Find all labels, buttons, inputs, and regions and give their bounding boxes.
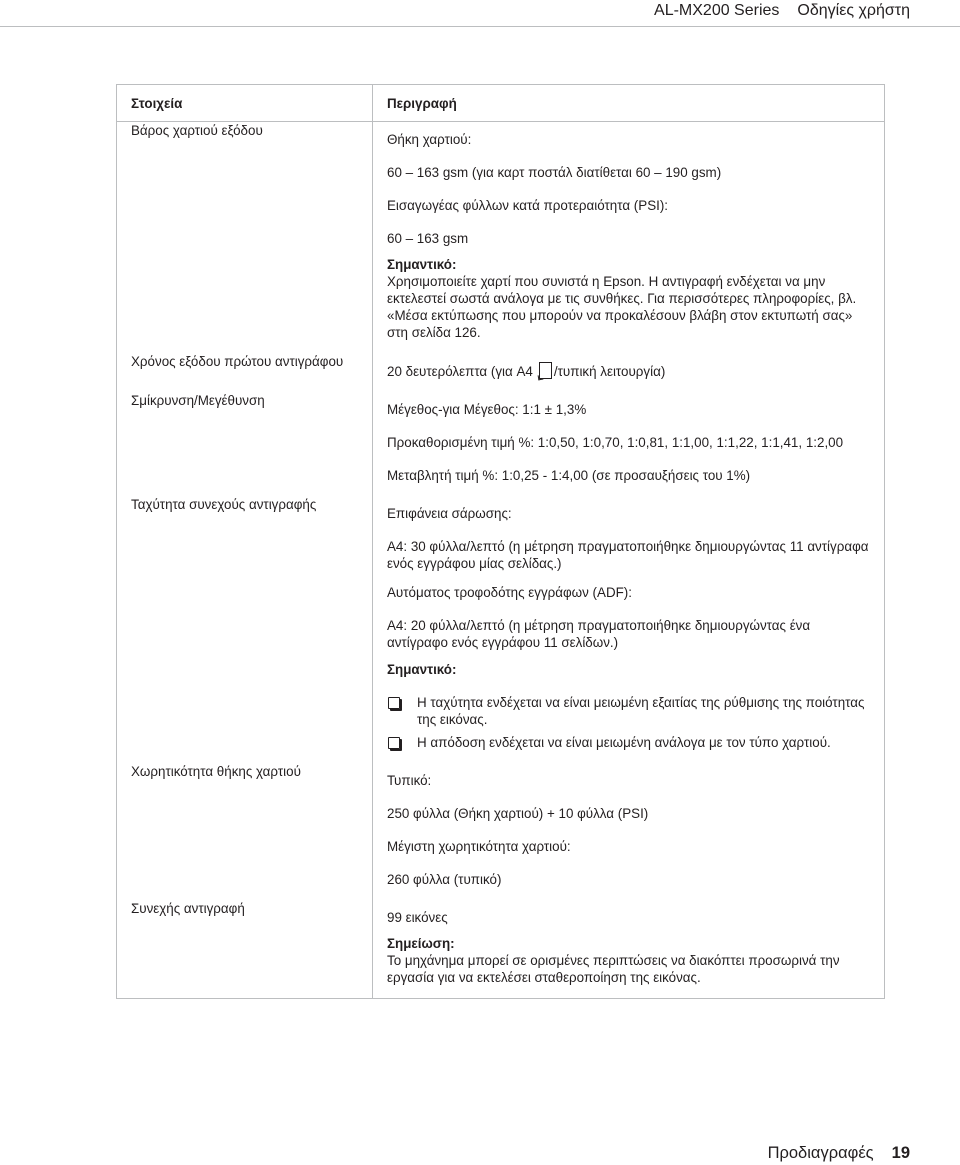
row-desc-reduce-enlarge — [373, 392, 885, 496]
page-footer — [768, 1142, 910, 1165]
row-desc-first-copy-time — [373, 353, 885, 392]
same-size-ratio: Μέγεθος-για Μέγεθος: 1:1 ± 1,3% — [387, 402, 587, 417]
standard-capacity-value: 250 φύλλα (Θήκη χαρτιού) + 10 φύλλα (PSI) — [387, 806, 649, 821]
preset-ratios: Προκαθορισμένη τιμή %: 1:0,50, 1:0,70, 1:0,81, 1:1,00, 1:1,22, 1:1,41, 1:2,00 — [387, 435, 844, 450]
row-label-output-paper-weight: Βάρος χαρτιού εξόδου — [117, 122, 373, 354]
checkbox-bullet-icon — [388, 697, 400, 709]
running-header — [654, 0, 910, 24]
first-copy-mode-text: /τυπική λειτουργία) — [553, 364, 666, 379]
column-header-items: Στοιχεία — [117, 85, 373, 122]
row-desc-continuous-copy-speed — [373, 496, 885, 763]
continuous-copy-value: 99 εικόνες — [387, 910, 448, 925]
portrait-paper-icon — [539, 362, 552, 379]
scanner-glass-label: Επιφάνεια σάρωσης: — [387, 506, 512, 521]
table-row — [117, 392, 885, 496]
table-row — [117, 353, 885, 392]
psi-value: 60 – 163 gsm — [387, 231, 469, 246]
row-desc-continuous-copy — [373, 900, 885, 999]
column-header-description: Περιγραφή — [373, 85, 885, 122]
tray-label: Θήκη χαρτιού: — [387, 132, 472, 147]
row-desc-output-paper-weight — [373, 122, 885, 354]
adf-label: Αυτόματος τροφοδότης εγγράφων (ADF): — [387, 585, 632, 600]
list-item — [387, 694, 870, 728]
adf-speed: A4: 20 φύλλα/λεπτό (η μέτρηση πραγματοποιήθηκε δημιουργώντας ένα αντίγραφο ενός εγγράφου 11 σελίδων.) — [387, 618, 811, 650]
scanner-glass-speed: A4: 30 φύλλα/λεπτό (η μέτρηση πραγματοποιήθηκε δημιουργώντας 11 αντίγραφα ενός εγγράφου μίας σελίδας.) — [387, 539, 869, 571]
first-copy-value — [387, 362, 870, 380]
note-body: Το μηχάνημα μπορεί σε ορισμένες περιπτώσεις να διακόπτει προσωρινά την εργασία για να εκτελέσει σταθεροποίηση της εικόνας. — [387, 953, 840, 985]
psi-label: Εισαγωγέας φύλλων κατά προτεραιότητα (PSI): — [387, 198, 669, 213]
note-title: Σημείωση: — [387, 936, 455, 951]
spec-table — [116, 84, 885, 999]
row-label-reduce-enlarge: Σμίκρυνση/Μεγέθυνση — [117, 392, 373, 496]
table-row — [117, 496, 885, 763]
row-desc-paper-tray-capacity — [373, 763, 885, 900]
header-divider — [0, 26, 960, 27]
important-note-title: Σημαντικό: — [387, 257, 457, 272]
section-name: Προδιαγραφές — [767, 1144, 874, 1162]
list-item-text: Η απόδοση ενδέχεται να είναι μειωμένη ανάλογα με τον τύπο χαρτιού. — [417, 735, 831, 750]
important-note-list — [387, 694, 870, 751]
first-copy-value-text: 20 δευτερόλεπτα (για A4 — [387, 364, 533, 379]
table-row — [117, 763, 885, 900]
max-capacity-label: Μέγιστη χωρητικότητα χαρτιού: — [387, 839, 571, 854]
max-capacity-value: 260 φύλλα (τυπικό) — [387, 872, 502, 887]
standard-capacity-label: Τυπικό: — [387, 773, 432, 788]
checkbox-bullet-icon — [388, 737, 400, 749]
table-row — [117, 900, 885, 999]
table-header-row — [117, 85, 885, 122]
table-row — [117, 122, 885, 354]
list-item — [387, 734, 870, 751]
product-name: AL-MX200 Series — [654, 2, 780, 19]
row-label-first-copy-time: Χρόνος εξόδου πρώτου αντιγράφου — [117, 353, 373, 392]
list-item-text: Η ταχύτητα ενδέχεται να είναι μειωμένη εξαιτίας της ρύθμισης της ποιότητας της εικόνας. — [417, 695, 865, 727]
tray-value: 60 – 163 gsm (για καρτ ποστάλ διατίθεται 60 – 190 gsm) — [387, 165, 722, 180]
row-label-continuous-copy-speed: Ταχύτητα συνεχούς αντιγραφής — [117, 496, 373, 763]
guide-title: Οδηγίες χρήστη — [797, 2, 910, 19]
page-number: 19 — [891, 1144, 910, 1162]
important-note-body: Χρησιμοποιείτε χαρτί που συνιστά η Epson. Η αντιγραφή ενδέχεται να μην εκτελεστεί σωστά ανάλογα με τις συνθήκες. Για περισσότερες πληροφορίες, βλ. «Μέσα εκτύπωσης που μπορούν να προκαλέσουν βλάβη στον εκτυπωτή σας» στη σελίδα 126. — [387, 274, 857, 340]
row-label-paper-tray-capacity: Χωρητικότητα θήκης χαρτιού — [117, 763, 373, 900]
row-label-continuous-copy: Συνεχής αντιγραφή — [117, 900, 373, 999]
variable-ratio: Μεταβλητή τιμή %: 1:0,25 - 1:4,00 (σε προσαυξήσεις του 1%) — [387, 468, 751, 483]
important-note-title: Σημαντικό: — [387, 662, 457, 677]
